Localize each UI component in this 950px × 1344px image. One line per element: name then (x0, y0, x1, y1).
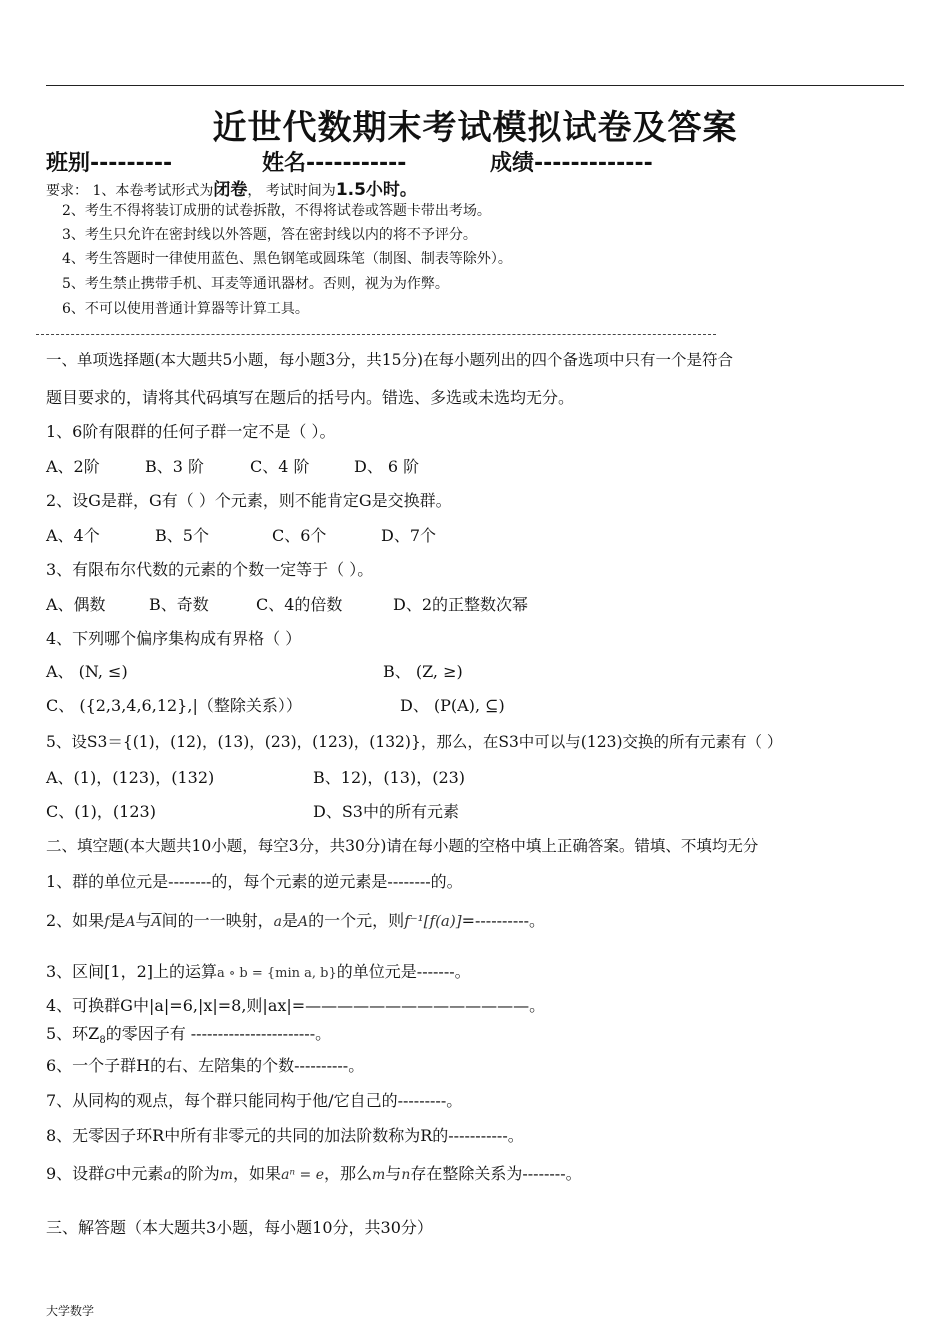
s1-q1-option-a: A、2阶 (46, 457, 100, 476)
section3-heading: 三、解答题（本大题共3小题，每小题10分，共30分） (46, 1218, 433, 1237)
s2-q9-p3: 的阶为 (171, 1164, 220, 1183)
s2-q7: 7、从同构的观点，每个群只能同构于他/它自己的---------。 (46, 1091, 463, 1110)
s1-q4-option-b: B、 (Z, ≥) (383, 662, 463, 681)
s1-q1-option-c: C、4 阶 (250, 457, 310, 476)
s2-q2-expr: f⁻¹[f(a)] (404, 912, 462, 930)
name-field: 姓名----------- (262, 151, 407, 176)
s1-q5-option-b: B、12)，(13)，(23) (313, 768, 466, 787)
s2-q2-f: f (104, 914, 110, 930)
seal-line (36, 334, 716, 335)
s2-q2-p2: 是 (109, 911, 126, 930)
s1-q4-option-c: C、 ({2,3,4,6,12},|（整除关系）） (46, 696, 302, 715)
req-duration: 1.5小时。 (335, 180, 417, 200)
s2-q9-p5: ，那么 (324, 1164, 373, 1183)
s2-q2-p6: 的一个元，则 (308, 911, 405, 930)
s1-q3-text: 3、有限布尔代数的元素的个数一定等于（ ）。 (46, 560, 374, 579)
s2-q5-sub: 8 (99, 1035, 106, 1047)
requirement-4: 4、考生答题时一律使用蓝色、黑色钢笔或圆珠笔（制图、制表等除外）。 (62, 251, 512, 267)
s1-q4-option-a: A、 (N, ≤) (46, 662, 128, 681)
score-field: 成绩------------- (490, 151, 653, 176)
s1-q2-option-a: A、4个 (46, 526, 100, 545)
s1-q1-text: 1、6阶有限群的任何子群一定不是（ ）。 (46, 422, 336, 441)
s1-q2-text: 2、设G是群，G有（ ）个元素，则不能肯定G是交换群。 (46, 491, 452, 510)
s1-q3-option-d: D、2的正整数次幂 (393, 595, 529, 614)
s1-q5-option-c: C、(1)，(123) (46, 802, 156, 821)
class-field: 班别--------- (46, 151, 173, 176)
s1-q1-option-b: B、3 阶 (145, 457, 205, 476)
s2-q3-p2: 的单位元是-------。 (336, 962, 471, 981)
s1-q5-option-d: D、S3中的所有元素 (313, 802, 459, 821)
requirement-2: 2、考生不得将装订成册的试卷拆散，不得将试卷或答题卡带出考场。 (62, 203, 491, 219)
s2-q3-p1: 3、区间[1，2]上的运算 (46, 962, 218, 981)
requirement-3: 3、考生只允许在密封线以外答题，答在密封线以内的将不予评分。 (62, 227, 477, 243)
s2-q2-p1: 2、如果 (46, 911, 105, 930)
section2-heading: 二、填空题(本大题共10小题，每空3分，共30分)请在每小题的空格中填上正确答案。错填、不填均无分 (46, 837, 759, 855)
s2-q6: 6、一个子群H的右、左陪集的个数----------。 (46, 1056, 365, 1075)
s2-q2-p7: =----------。 (461, 911, 546, 930)
s2-q2-a: a (273, 914, 283, 930)
s2-q2-Abar: $\overline{A}$ (151, 914, 162, 930)
s1-q5-option-a: A、(1)，(123)，(132) (46, 768, 215, 787)
s2-q2 (46, 908, 545, 931)
s2-q9-p2: 中元素 (115, 1164, 164, 1183)
s2-q9-p6: 与 (385, 1164, 402, 1183)
req-intro: 要求： 1、本卷考试形式为 (46, 183, 214, 199)
s2-q9-a: a (163, 1167, 172, 1183)
s2-q2-p5: 是 (282, 911, 299, 930)
s2-q5 (46, 1021, 331, 1046)
s2-q9 (46, 1161, 582, 1184)
s2-q3 (46, 959, 471, 982)
s2-q9-p7: 存在整除关系为--------。 (410, 1164, 582, 1183)
s2-q3-expr: a ∘ b = {min a, b} (217, 966, 337, 981)
s1-q4-option-d: D、 (P(A), ⊆) (400, 696, 505, 715)
requirement-1 (46, 175, 417, 200)
s1-q3-option-c: C、4的倍数 (256, 595, 343, 614)
s2-q2-A: A (125, 914, 136, 930)
s2-q5-p1: 5、环Z (46, 1024, 100, 1043)
s1-q3-option-a: A、偶数 (46, 595, 106, 614)
s2-q2-A2: A (298, 914, 309, 930)
section1-heading-line2: 题目要求的，请将其代码填写在题后的括号内。错选、多选或未选均无分。 (46, 388, 575, 407)
s2-q9-G: G (104, 1167, 116, 1183)
s2-q9-n: n (401, 1167, 411, 1183)
requirement-5: 5、考生禁止携带手机、耳麦等通讯器材。否则，视为为作弊。 (62, 276, 449, 292)
page-footer: 大学数学 (46, 1304, 95, 1318)
s1-q3-option-b: B、奇数 (149, 595, 209, 614)
s2-q2-p3: 与 (135, 911, 152, 930)
s2-q4: 4、可换群G中|a|=6,|x|=8,则|ax|=——————————————。 (46, 996, 546, 1015)
s1-q2-option-c: C、6个 (272, 526, 327, 545)
s1-q4-text: 4、下列哪个偏序集构成有界格（ ） (46, 629, 302, 648)
s2-q9-expr: aⁿ = e (281, 1167, 324, 1183)
s2-q9-p1: 9、设群 (46, 1164, 105, 1183)
s2-q8: 8、无零因子环R中所有非零元的共同的加法阶数称为R的-----------。 (46, 1126, 524, 1145)
page-title: 近世代数期末考试模拟试卷及答案 (212, 108, 738, 148)
s2-q2-p4: 间的一一映射， (161, 911, 274, 930)
s1-q5-text: 5、设S3＝{(1)，(12)，(13)，(23)，(123)，(132)}，那么，在S3中可以与(123)交换的所有元素有（ ） (46, 733, 783, 751)
s2-q9-m: m (219, 1167, 234, 1183)
top-rule (46, 85, 904, 86)
s2-q5-p2: 的零因子有 -----------------------。 (105, 1024, 332, 1043)
requirement-6: 6、不可以使用普通计算器等计算工具。 (62, 301, 309, 317)
s2-q1: 1、群的单位元是--------的，每个元素的逆元素是--------的。 (46, 872, 463, 891)
s1-q2-option-d: D、7个 (381, 526, 437, 545)
req-closed: 闭卷 (213, 180, 248, 200)
s2-q9-m2: m (372, 1167, 386, 1183)
s1-q2-option-b: B、5个 (155, 526, 209, 545)
s2-q9-p4: ，如果 (233, 1164, 282, 1183)
section1-heading-line1: 一、单项选择题(本大题共5小题，每小题3分，共15分)在每小题列出的四个备选项中只有一个是符合 (46, 351, 734, 369)
s1-q1-option-d: D、 6 阶 (354, 457, 420, 476)
req-mid: ， 考试时间为 (247, 183, 336, 199)
